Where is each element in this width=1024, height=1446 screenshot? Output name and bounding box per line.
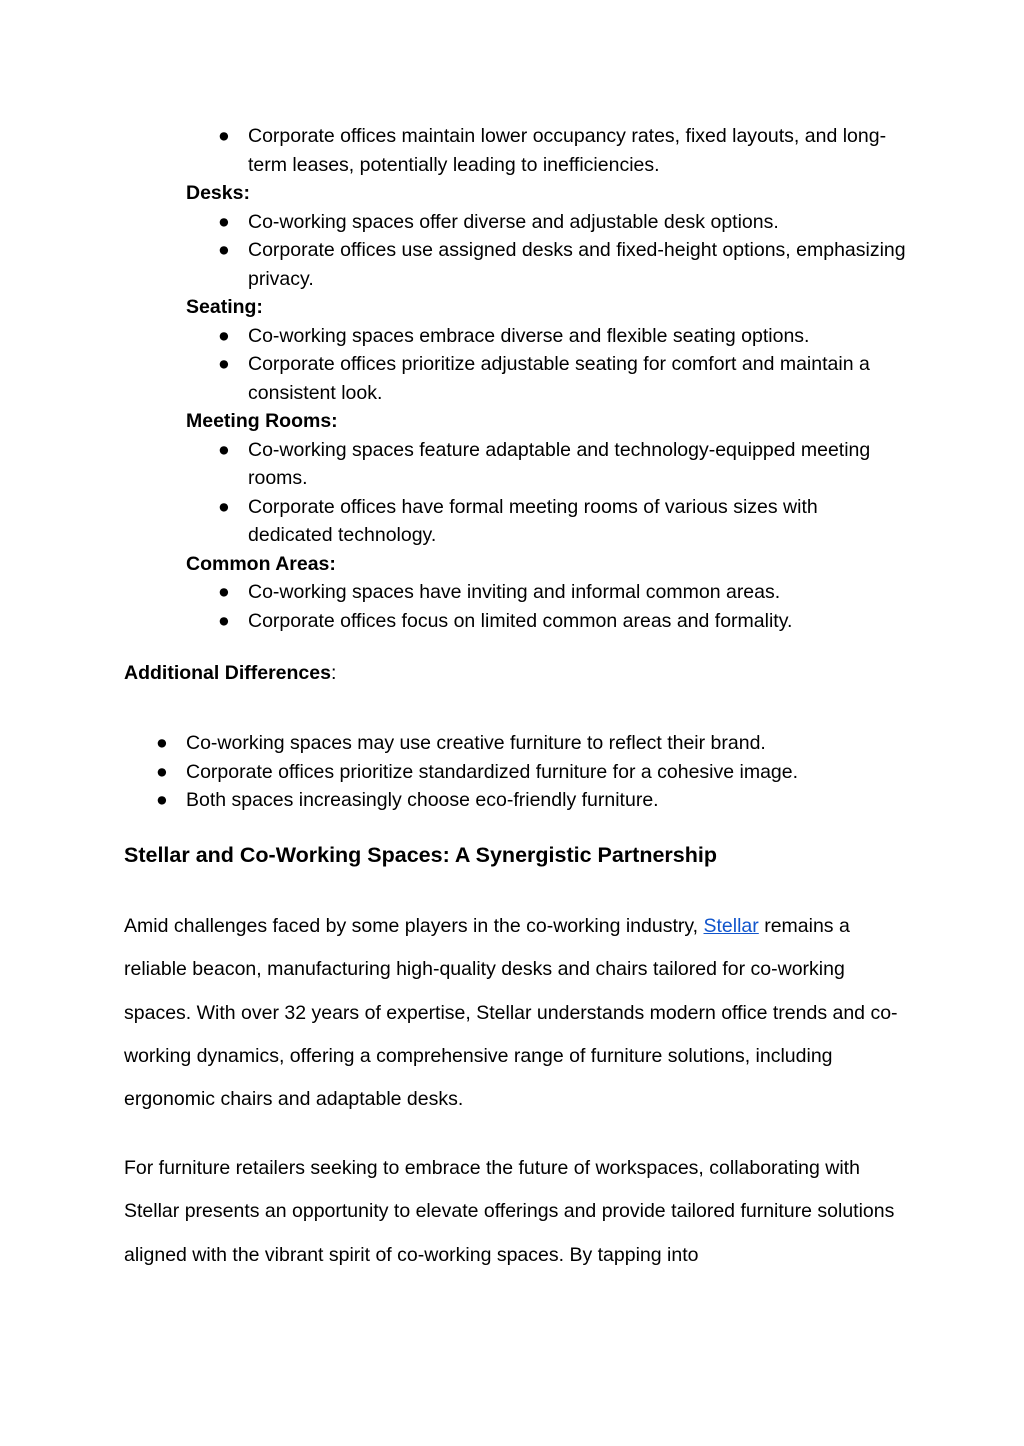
bullet-icon: ●	[218, 438, 230, 461]
bullet-icon: ●	[218, 581, 230, 603]
section-common-areas	[186, 550, 906, 636]
list-item-text: Corporate offices have formal meeting rooms of various sizes with dedicated technology.	[248, 495, 818, 546]
list-item	[186, 208, 906, 237]
list-item-text: Corporate offices use assigned desks and fixed-height options, emphasizing privacy.	[248, 239, 906, 290]
list-item-text: Corporate offices focus on limited common areas and formality.	[248, 609, 793, 632]
list-item-text: Co-working spaces may use creative furniture to reflect their brand.	[186, 732, 766, 754]
intro-bullet-list	[186, 122, 906, 179]
bullet-icon: ●	[218, 125, 230, 147]
list-item-text: Co-working spaces feature adaptable and technology-equipped meeting rooms.	[248, 438, 871, 489]
bullet-list	[186, 578, 906, 635]
bullet-icon: ●	[218, 353, 230, 375]
additional-heading-text: Additional Differences	[124, 662, 331, 684]
bullet-icon: ●	[218, 609, 230, 632]
list-item	[186, 607, 906, 636]
list-item	[186, 493, 906, 550]
list-item-text: Co-working spaces embrace diverse and flexible seating options.	[248, 324, 810, 347]
bullet-list	[186, 436, 906, 550]
section-heading: Meeting Rooms:	[186, 410, 338, 432]
section-meeting-rooms	[186, 407, 906, 550]
bullet-icon: ●	[218, 210, 230, 233]
bullet-list	[186, 322, 906, 408]
list-item	[186, 322, 906, 351]
list-item	[124, 729, 914, 758]
bullet-icon: ●	[218, 495, 230, 518]
section-title: Stellar and Co-Working Spaces: A Synergistic Partnership	[124, 843, 717, 867]
bullet-icon: ●	[156, 732, 168, 754]
additional-differences-list	[124, 729, 914, 815]
bullet-icon: ●	[156, 789, 168, 811]
list-item	[186, 436, 906, 493]
stellar-link[interactable]: Stellar	[703, 915, 759, 937]
additional-heading-colon: :	[330, 662, 337, 684]
additional-differences-heading	[124, 659, 336, 688]
section-seating	[186, 293, 906, 407]
bullet-list	[124, 729, 914, 815]
list-item	[186, 578, 906, 607]
list-item	[124, 758, 914, 787]
bullet-icon: ●	[156, 760, 168, 783]
section-heading: Desks:	[186, 182, 250, 204]
list-item-text: Co-working spaces offer diverse and adjustable desk options.	[248, 210, 779, 233]
list-item-text: Corporate offices prioritize adjustable seating for comfort and maintain a consistent look.	[248, 353, 870, 404]
list-item	[186, 350, 906, 407]
paragraph-stellar-intro	[124, 905, 914, 1121]
bullet-icon: ●	[218, 239, 230, 261]
paragraph-text-after-link: remains a reliable beacon, manufacturing high-quality desks and chairs tailored for co-working spaces. With over 32 years of expertise, Stellar understands modern office trends and co-working dynamics, offering a comprehensive range of furniture solutions, including ergonomic chairs and adaptable desks.	[124, 915, 898, 1111]
section-desks	[186, 179, 906, 293]
list-item	[124, 786, 914, 815]
section-heading: Seating:	[186, 296, 263, 318]
list-item	[186, 122, 906, 179]
list-item-text: Both spaces increasingly choose eco-friendly furniture.	[186, 789, 659, 811]
list-item-text: Corporate offices prioritize standardized furniture for a cohesive image.	[186, 760, 799, 783]
list-item	[186, 236, 906, 293]
section-heading: Common Areas:	[186, 552, 336, 575]
list-item-text: Corporate offices maintain lower occupancy rates, fixed layouts, and long-term leases, potentially leading to inefficiencies.	[248, 125, 887, 176]
paragraph-retailers: For furniture retailers seeking to embrace the future of workspaces, collaborating with Stellar presents an opportunity to elevate offerings and provide tailored furniture solutions aligned with the vibrant spirit of co-working spaces. By tapping into	[124, 1157, 895, 1266]
comparison-list	[186, 122, 906, 635]
list-item-text: Co-working spaces have inviting and informal common areas.	[248, 581, 781, 603]
paragraph-text-before-link: Amid challenges faced by some players in the co-working industry,	[124, 915, 704, 937]
bullet-icon: ●	[218, 324, 230, 347]
bullet-list	[186, 208, 906, 294]
